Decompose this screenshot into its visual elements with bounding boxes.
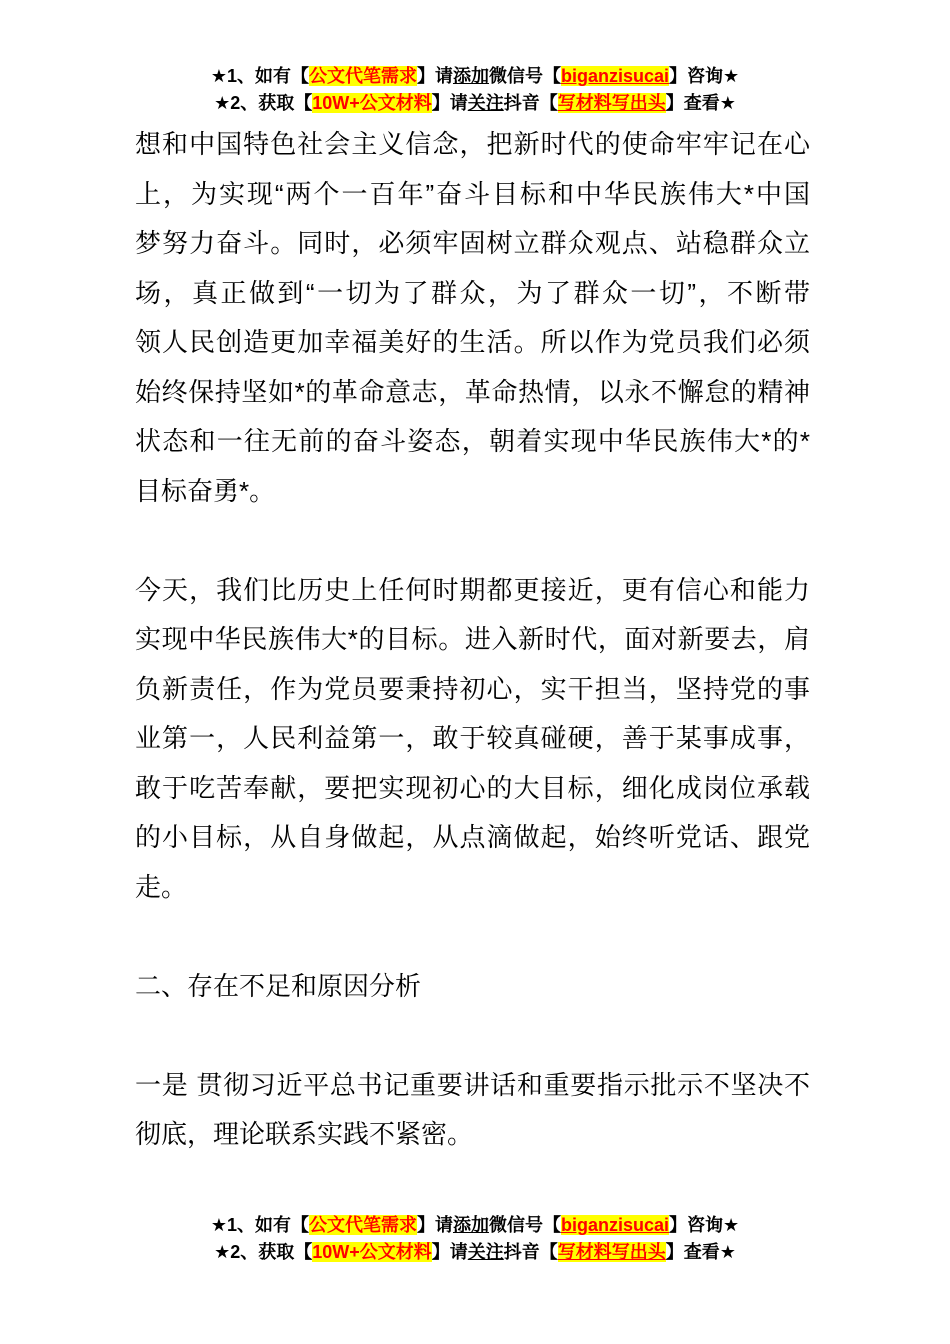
notice-highlight: 写材料写出头 xyxy=(557,1242,666,1262)
section-heading xyxy=(135,962,810,1012)
notice-text: 】请 xyxy=(416,1215,453,1235)
paragraph-spacer xyxy=(135,912,810,962)
text-line: 梦努力奋斗。同时，必须牢固树立群众观点、站稳群众立 xyxy=(135,228,810,258)
text-line: 敢于吃苦奉献，要把实现初心的大目标，细化成岗位承载 xyxy=(135,772,810,803)
text-line: 领人民创造更加幸福美好的生活。所以作为党员我们必须 xyxy=(135,327,810,357)
text-line: 状态和一往无前的奋斗姿态，朝着实现中华民族伟大*的* xyxy=(135,426,810,456)
text-line: 的小目标，从自身做起，从点滴做起，始终听党话、跟党 xyxy=(135,822,810,852)
notice-highlight: biganzisucai xyxy=(560,1215,670,1235)
text-line: 业第一，人民利益第一，敢于较真碰硬，善于某事成事， xyxy=(135,723,810,753)
document-body xyxy=(135,120,810,1160)
text-line: 目标奋勇*。 xyxy=(135,475,276,506)
notice-text: 】请 xyxy=(431,1242,468,1262)
notice-text: 微信号【 xyxy=(488,66,561,86)
notice-highlight: 10W+公文材料 xyxy=(312,1242,432,1262)
notice-text: ★2、获取【 xyxy=(214,93,313,113)
header-notice-line-1 xyxy=(0,63,950,90)
notice-text: 】咨询★ xyxy=(669,1215,740,1235)
notice-text: 抖音【 xyxy=(503,1242,558,1262)
notice-text: 】请 xyxy=(416,66,453,86)
text-line: 始终保持坚如*的革命意志，革命热情，以永不懈怠的精神 xyxy=(135,376,810,407)
text-line: 想和中国特色社会主义信念，把新时代的使命牢牢记在心 xyxy=(135,129,810,159)
text-line: 今天，我们比历史上任何时期都更接近，更有信心和能力 xyxy=(135,574,810,605)
paragraph xyxy=(135,120,810,516)
notice-text: 】查看★ xyxy=(665,93,736,113)
notice-highlight: biganzisucai xyxy=(560,66,670,86)
notice-highlight: 公文代笔需求 xyxy=(308,66,417,86)
paragraph xyxy=(135,566,810,913)
notice-text: 添加 xyxy=(452,1215,489,1235)
notice-text: 】请 xyxy=(431,93,468,113)
heading-line: 二、存在不足和原因分析 xyxy=(135,970,422,1001)
text-line: 实现中华民族伟大*的目标。进入新时代，面对新要去，肩 xyxy=(135,624,810,654)
notice-text: 关注 xyxy=(467,93,504,113)
notice-text: 】咨询★ xyxy=(669,66,740,86)
notice-text: 微信号【 xyxy=(488,1215,561,1235)
notice-text: 抖音【 xyxy=(503,93,558,113)
notice-text: ★1、如有【 xyxy=(210,66,309,86)
text-line: 走。 xyxy=(135,871,188,902)
paragraph-spacer xyxy=(135,516,810,566)
notice-highlight: 公文代笔需求 xyxy=(308,1215,417,1235)
notice-text: ★2、获取【 xyxy=(214,1242,313,1262)
notice-text: ★1、如有【 xyxy=(210,1215,309,1235)
notice-text: 】查看★ xyxy=(665,1242,736,1262)
text-line: 一是 贯彻习近平总书记重要讲话和重要指示批示不坚决不 xyxy=(135,1069,810,1100)
paragraph xyxy=(135,1061,810,1160)
paragraph-spacer xyxy=(135,1011,810,1061)
text-line: 场，真正做到“一切为了群众，为了群众一切”，不断带 xyxy=(135,277,810,308)
text-line: 彻底，理论联系实践不紧密。 xyxy=(135,1119,474,1149)
notice-highlight: 写材料写出头 xyxy=(557,93,666,113)
text-line: 上，为实现“两个一百年”奋斗目标和中华民族伟大*中国 xyxy=(135,178,810,209)
header-promo-notice xyxy=(0,63,950,117)
footer-promo-notice xyxy=(0,1212,950,1266)
header-notice-line-2 xyxy=(0,90,950,117)
text-line: 负新责任，作为党员要秉持初心，实干担当，坚持党的事 xyxy=(135,673,810,704)
footer-notice-line-1 xyxy=(0,1212,950,1239)
footer-notice-line-2 xyxy=(0,1239,950,1266)
notice-text: 添加 xyxy=(452,66,489,86)
notice-text: 关注 xyxy=(467,1242,504,1262)
notice-highlight: 10W+公文材料 xyxy=(312,93,432,113)
